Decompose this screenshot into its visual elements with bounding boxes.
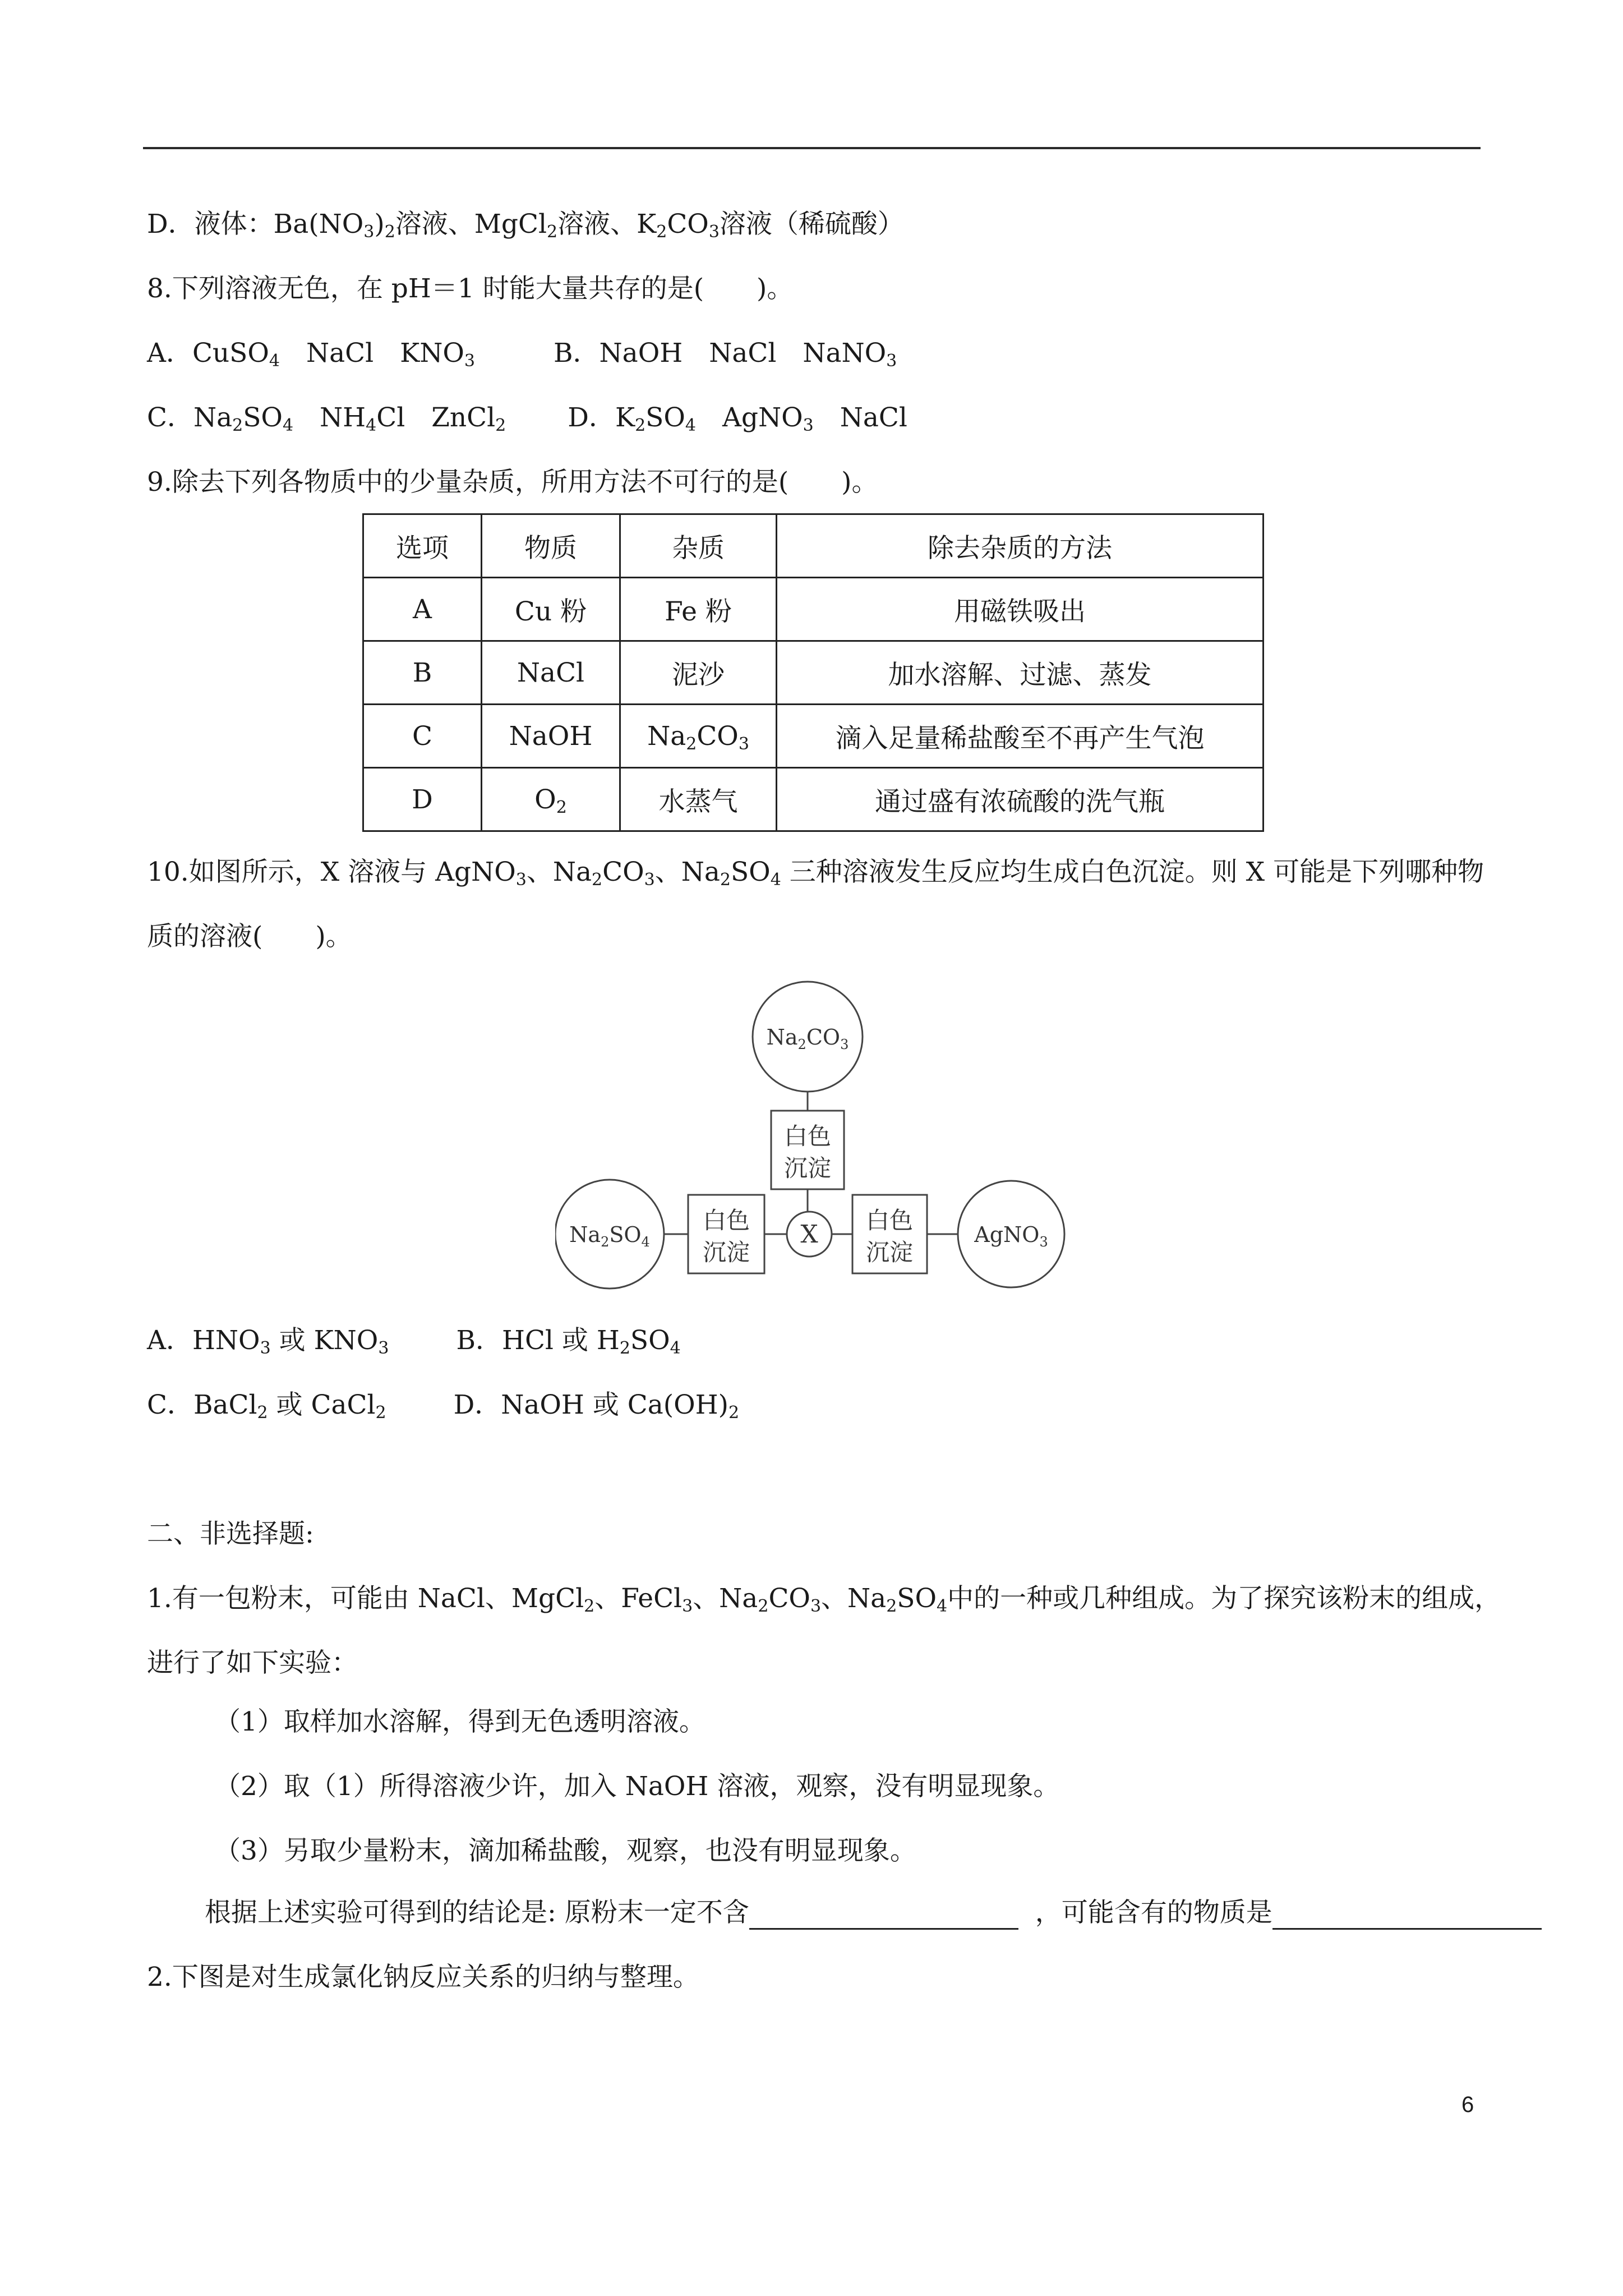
answer-blank-1[interactable]: [749, 1900, 1018, 1930]
q8-option-b: B．NaOH NaCl NaNO$_3$: [554, 338, 897, 371]
header-substance: 物质: [482, 514, 620, 578]
problem-1-step3: （3）另取少量粉末，滴加稀盐酸，观察，也没有明显现象。: [214, 1835, 916, 1866]
q10-options-ab: [147, 1324, 681, 1358]
question-10-line2: 质的溶液( )。: [147, 921, 352, 952]
q8-option-d: D．$K_2SO_4$ AgNO$_3$ NaCl: [568, 402, 907, 435]
box-top-line1: 白色: [783, 1122, 832, 1150]
table-row: C NaOH $Na_2CO_3$ 滴入足量稀盐酸至不再产生气泡: [363, 705, 1264, 768]
problem-1-step1: （1）取样加水溶解，得到无色透明溶液。: [214, 1706, 706, 1737]
impurity-table: [362, 513, 1264, 832]
header-rule: [143, 147, 1481, 149]
table-header-row: [363, 514, 1264, 578]
box-right-line2: 沉淀: [865, 1239, 914, 1266]
problem-1-line2: 进行了如下实验：: [147, 1648, 358, 1678]
table-row: B NaCl 泥沙 加水溶解、过滤、蒸发: [363, 641, 1264, 705]
table-row: D $O_2$ 水蒸气 通过盛有浓硫酸的洗气瓶: [363, 768, 1264, 831]
q10-option-c: C．BaCl$_2$ 或 CaCl$_2$: [147, 1389, 386, 1423]
section-heading: 二、非选择题:: [147, 1519, 314, 1549]
box-left-line2: 沉淀: [702, 1239, 750, 1266]
label-na2so4: $Na_2SO_4$: [569, 1222, 650, 1250]
problem-1-conclusion: 根据上述实验可得到的结论是: 原粉末一定不含 ，可能含有的物质是: [205, 1896, 1542, 1930]
option-d-line: D．液体：$Ba(NO_3)_2$溶液、MgCl$_2$溶液、$K_2CO_3$溶液（稀硫酸）: [147, 209, 904, 242]
header-method: 除去杂质的方法: [777, 514, 1264, 578]
problem-1-line1: 1.有一包粉末，可能由 NaCl、MgCl$_2$、FeCl$_3$、$Na_2CO_3$、$Na_2SO_4$中的一种或几种组成。为了探究该粉末的组成，: [147, 1583, 1501, 1616]
question-8: 8.下列溶液无色，在 pH＝1 时能大量共存的是( )。: [147, 273, 794, 304]
q10-option-a: A．$HNO_3$ 或 $KNO_3$: [147, 1325, 389, 1358]
header-impurity: 杂质: [620, 514, 777, 578]
box-right-line1: 白色: [865, 1207, 914, 1234]
label-agno3: AgNO$_3$: [974, 1222, 1048, 1250]
q10-option-d: D．NaOH 或 $Ca(OH)_2$: [453, 1389, 740, 1423]
label-x: X: [800, 1220, 818, 1249]
q8-options-ab: [147, 337, 897, 370]
q8-option-a: A．CuSO$_4$ NaCl $KNO_3$: [147, 338, 476, 371]
problem-2: 2.下图是对生成氯化钠反应关系的归纳与整理。: [147, 1962, 699, 1993]
q10-option-b: B．HCl 或 $H_2SO_4$: [456, 1325, 681, 1358]
page-number: 6: [1461, 2092, 1474, 2117]
question-9: 9.除去下列各物质中的少量杂质，所用方法不可行的是( )。: [147, 467, 878, 498]
box-left-line1: 白色: [702, 1207, 750, 1234]
header-option: 选项: [363, 514, 482, 578]
q8-options-cd: [147, 401, 907, 435]
q10-options-cd: [147, 1388, 739, 1422]
label-na2co3: $Na_2CO_3$: [766, 1025, 849, 1052]
reaction-diagram: [555, 979, 1066, 1301]
q8-option-c: C．$Na_2SO_4$ $NH_4Cl$ ZnCl$_2$: [147, 402, 506, 435]
box-top-line2: 沉淀: [783, 1154, 832, 1182]
answer-blank-2[interactable]: [1272, 1900, 1542, 1930]
problem-1-step2: （2）取（1）所得溶液少许，加入 NaOH 溶液，观察，没有明显现象。: [214, 1771, 1060, 1802]
table-row: A Cu 粉 Fe 粉 用磁铁吸出: [363, 578, 1264, 641]
question-10-line1: 10.如图所示，X 溶液与 AgNO$_3$、$Na_2CO_3$、$Na_2SO_4$ 三种溶液发生反应均生成白色沉淀。则 X 可能是下列哪种物: [147, 857, 1484, 890]
